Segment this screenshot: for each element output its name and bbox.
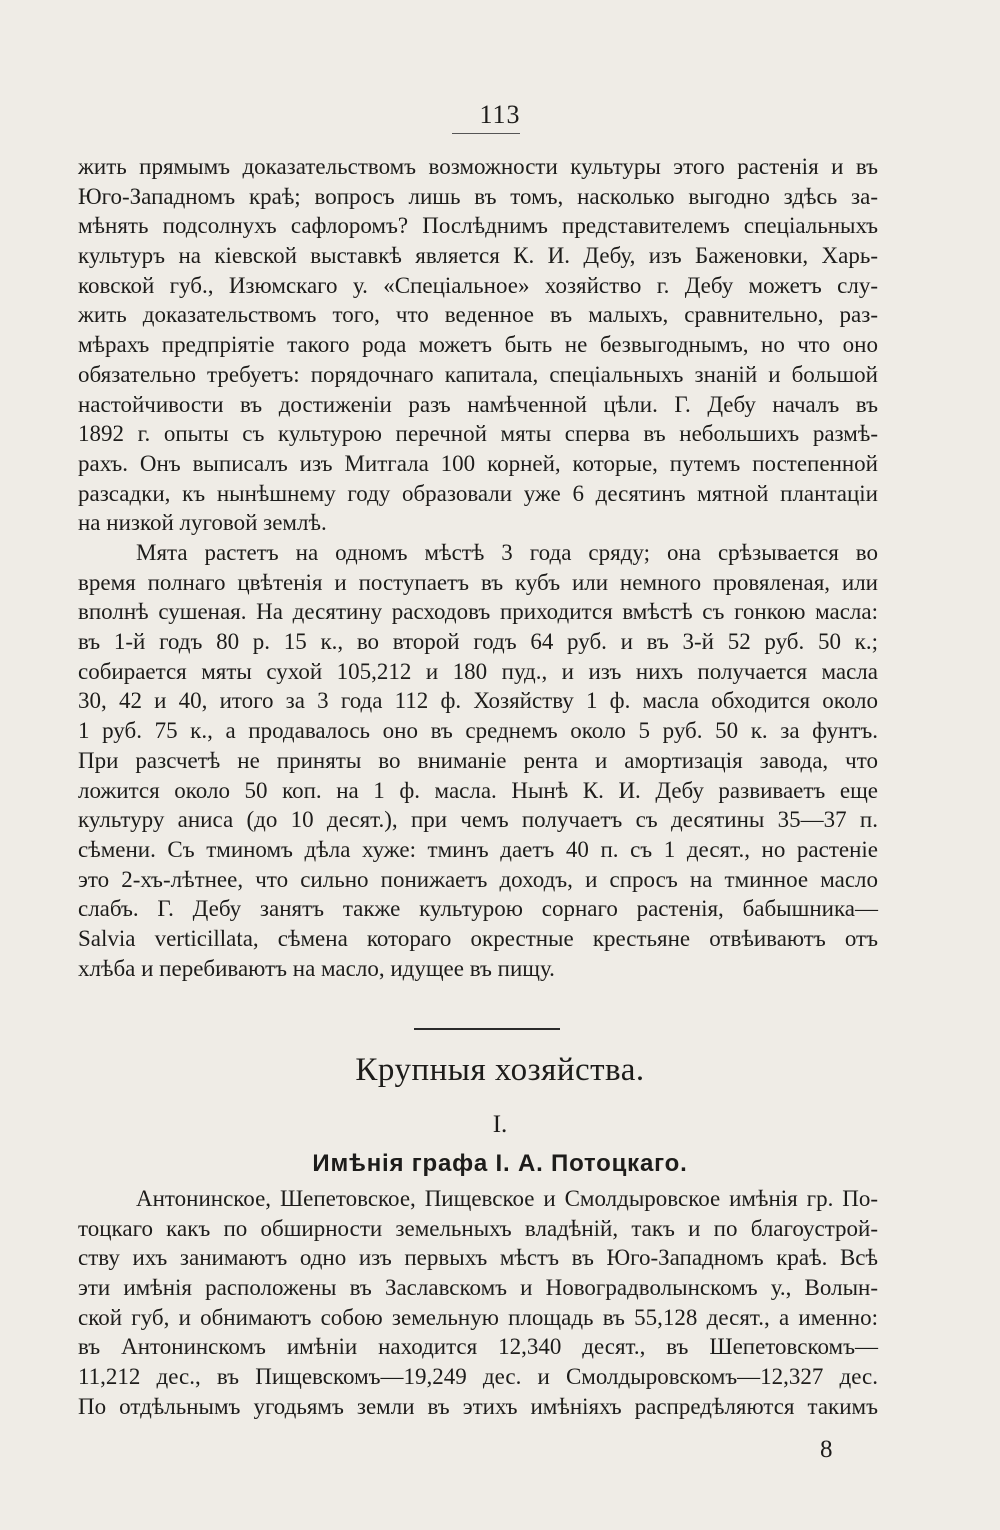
text-line: мѣнять подсолнухъ сафлоромъ? Послѣднимъ представителемъ спеціальныхъ xyxy=(78,213,878,239)
text-line: рахъ. Онъ выписалъ изъ Митгала 100 корней, которые, путемъ постепенной xyxy=(78,450,878,476)
section-divider xyxy=(414,1028,560,1030)
text-line: хлѣба и перебиваютъ на масло, идущее въ пищу. xyxy=(78,955,555,981)
paragraph-mint xyxy=(78,538,878,983)
text-line: ковской губ., Изюмскаго у. «Спеціальное» хозяйство г. Дебу можетъ слу- xyxy=(78,272,878,298)
page-number: 113 xyxy=(479,100,521,129)
text-line: время полнаго цвѣтенія и поступаетъ въ кубъ или немного провяленая, или xyxy=(78,569,878,595)
section-numeral: I. xyxy=(492,1111,508,1138)
text-line: Юго-Западномъ краѣ; вопросъ лишь въ томъ, насколько выгодно здѣсь за- xyxy=(78,183,878,209)
text-line: ству ихъ занимаютъ одно изъ первыхъ мѣстъ въ Юго-Западномъ краѣ. Всѣ xyxy=(78,1245,878,1271)
text-line: 11,212 дес., въ Пищевскомъ—19,249 дес. и Смолдыровскомъ—12,327 дес. xyxy=(78,1364,878,1390)
text-line: въ 1-й годъ 80 р. 15 к., во второй годъ 64 руб. и въ 3-й 52 руб. 50 к.; xyxy=(78,629,878,655)
text-line: обязательно требуетъ: порядочнаго капитала, спеціальныхъ знаній и большой xyxy=(78,361,878,387)
text-line: 1892 г. опыты съ культурою перечной мяты сперва въ небольшихъ размѣ- xyxy=(78,421,878,447)
text-line: настойчивости въ достиженіи разъ намѣченной цѣли. Г. Дебу началъ въ xyxy=(78,391,878,417)
paragraph-estates xyxy=(78,1184,878,1422)
text-line: вполнѣ сушеная. На десятину расходовъ приходится вмѣстѣ съ гонкою масла: xyxy=(78,599,878,625)
text-line: ложится около 50 коп. на 1 ф. масла. Нынѣ К. И. Дебу развиваетъ еще xyxy=(78,777,878,803)
text-line: ской губ, и обнимаютъ собою земельную площадь въ 55,128 десят., а именно: xyxy=(78,1304,878,1330)
text-line: эти имѣнія расположены въ Заславскомъ и Новоградволынскомъ у., Волын- xyxy=(78,1275,878,1301)
text-line: жить прямымъ доказательствомъ возможности культуры этого растенія и въ xyxy=(78,154,878,179)
page-number-rule xyxy=(452,133,520,134)
text-line: на низкой луговой землѣ. xyxy=(78,510,327,536)
text-line: При разсчетѣ не приняты во вниманіе рента и амортизація завода, что xyxy=(78,747,878,773)
section-title: Крупныя хозяйства. xyxy=(355,1052,645,1088)
text-line: По отдѣльнымъ угодьямъ земли въ этихъ имѣніяхъ распредѣляются такимъ xyxy=(78,1393,878,1419)
text-line: мѣрахъ предпріятіе такого рода можетъ быть не безвыгоднымъ, но что оно xyxy=(78,332,878,358)
text-line: собирается мяты сухой 105,212 и 180 пуд., и изъ нихъ получается масла xyxy=(78,658,878,684)
text-line: 30, 42 и 40, итого за 3 года 112 ф. Хозяйству 1 ф. масла обходится около xyxy=(78,688,878,714)
text-line: 1 руб. 75 к., а продавалось оно въ среднемъ около 5 руб. 50 к. за фунтъ. xyxy=(78,718,878,744)
text-line: Salvia verticillata, сѣмена котораго окрестные крестьяне отвѣиваютъ отъ xyxy=(78,925,878,951)
text-line: разсадки, къ нынѣшнему году образовали уже 6 десятинъ мятной плантаціи xyxy=(78,480,878,506)
text-line: культуру аниса (до 10 десят.), при чемъ получаетъ съ десятины 35—37 п. xyxy=(78,807,878,833)
text-line: въ Антонинскомъ имѣніи находится 12,340 десят., въ Шепетовскомъ— xyxy=(78,1334,878,1360)
text-line: сѣмени. Съ тминомъ дѣла хуже: тминъ даетъ 40 п. съ 1 десят., но растеніе xyxy=(78,836,878,862)
text-line: жить доказательствомъ того, что веденное въ малыхъ, сравнительно, раз- xyxy=(78,302,878,328)
text-line: это 2-хъ-лѣтнее, что сильно понижаетъ доходъ, и спросъ на тминное масло xyxy=(78,866,878,892)
text-line: культуръ на кіевской выставкѣ является К. И. Дебу, изъ Баженовки, Харь- xyxy=(78,243,878,269)
paragraph-continued xyxy=(78,152,878,538)
text-line: Антонинское, Шепетовское, Пищевское и Смолдыровское имѣнія гр. По- xyxy=(136,1186,878,1211)
estate-heading: Имѣнія графа І. А. Потоцкаго. xyxy=(312,1150,688,1177)
signature-number: 8 xyxy=(820,1436,833,1463)
text-line: слабъ. Г. Дебу занятъ также культурою сорнаго растенія, бабышника— xyxy=(78,896,878,922)
text-line: тоцкаго какъ по обширности земельныхъ владѣній, такъ и по благоустрой- xyxy=(78,1215,878,1241)
text-line: Мята растетъ на одномъ мѣстѣ 3 года сряду; она срѣзывается во xyxy=(136,540,878,565)
